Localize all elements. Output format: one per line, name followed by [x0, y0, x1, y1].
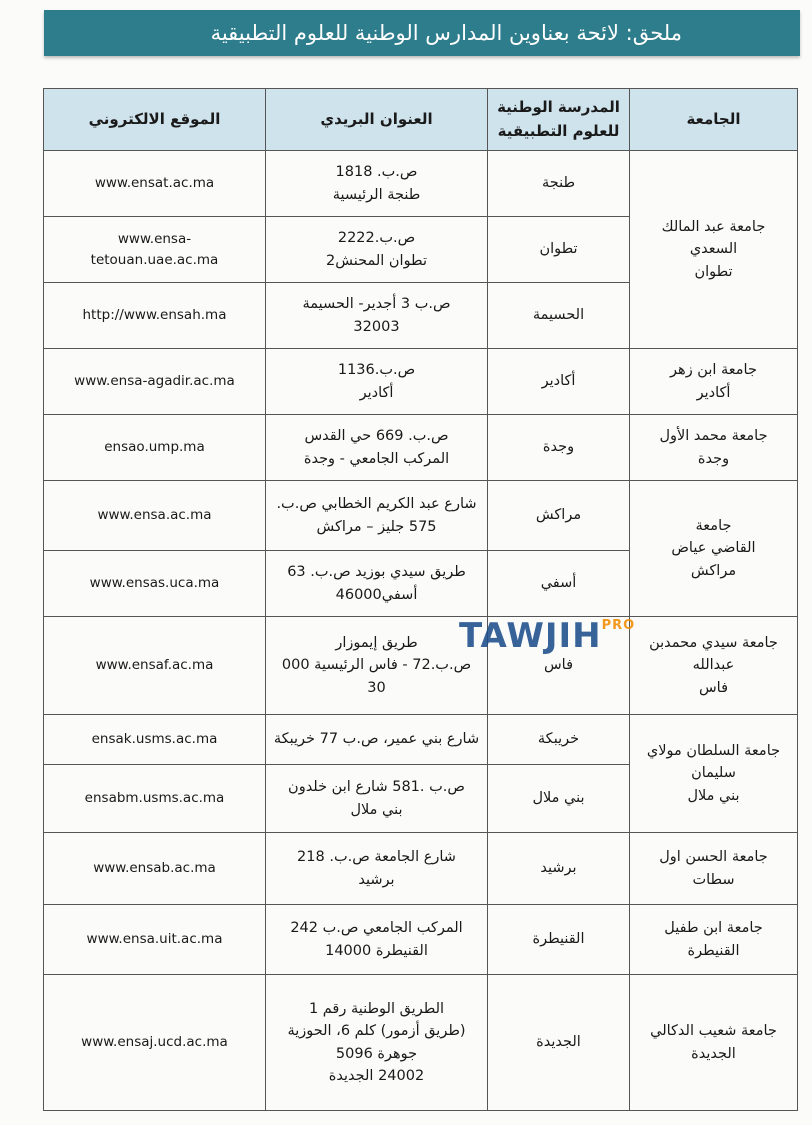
website-link[interactable]: ensak.usms.ac.ma: [44, 715, 266, 765]
university-cell: جامعة ابن زهر أكادير: [630, 349, 798, 415]
school-city-cell: طنجة: [488, 151, 630, 217]
table-row: [44, 905, 798, 975]
postal-address-cell: شارع عبد الكريم الخطابي ص.ب. 575 جليز – مراكش: [266, 481, 488, 551]
postal-address-cell: ص.ب. 1818 طنجة الرئيسية: [266, 151, 488, 217]
website-link[interactable]: www.ensa.uit.ac.ma: [44, 905, 266, 975]
university-cell: جامعة محمد الأول وجدة: [630, 415, 798, 481]
school-city-cell: برشيد: [488, 833, 630, 905]
website-link[interactable]: www.ensa-agadir.ac.ma: [44, 349, 266, 415]
school-city-cell: بني ملال: [488, 765, 630, 833]
school-city-cell: الحسيمة: [488, 283, 630, 349]
university-cell: جامعة ابن طفيل القنيطرة: [630, 905, 798, 975]
postal-address-cell: طريق إيموزار ص.ب.72 - فاس الرئيسية 000 30: [266, 617, 488, 715]
table-row: [44, 415, 798, 481]
university-cell: جامعة سيدي محمدبن عبدالله فاس: [630, 617, 798, 715]
postal-address-cell: ص.ب.2222 تطوان المحنش2: [266, 217, 488, 283]
header-address: العنوان البريدي: [266, 89, 488, 151]
postal-address-cell: شارع الجامعة ص.ب. 218 برشيد: [266, 833, 488, 905]
postal-address-cell: ص.ب .581 شارع ابن خلدون بني ملال: [266, 765, 488, 833]
postal-address-cell: شارع بني عمير، ص.ب 77 خريبكة: [266, 715, 488, 765]
table-row: [44, 715, 798, 765]
table-row: [44, 349, 798, 415]
website-link[interactable]: ensabm.usms.ac.ma: [44, 765, 266, 833]
watermark-logo: $TAWJIH^{PRO}$: [459, 616, 636, 656]
header-website: الموقع الالكتروني: [44, 89, 266, 151]
postal-address-cell: الطريق الوطنية رقم 1 (طريق أزمور) كلم 6، الحوزية جوهرة 5096 24002 الجديدة: [266, 975, 488, 1111]
university-cell: جامعة السلطان مولاي سليمان بني ملال: [630, 715, 798, 833]
table-row: [44, 617, 798, 715]
website-link[interactable]: www.ensaf.ac.ma: [44, 617, 266, 715]
school-city-cell: وجدة: [488, 415, 630, 481]
university-cell: جامعة الحسن اول سطات: [630, 833, 798, 905]
postal-address-cell: ص.ب. 669 حي القدس المركب الجامعي - وجدة: [266, 415, 488, 481]
school-city-cell: مراكش: [488, 481, 630, 551]
table-row: [44, 833, 798, 905]
university-cell: جامعة عبد المالك السعدي تطوان: [630, 151, 798, 349]
website-link[interactable]: ensao.ump.ma: [44, 415, 266, 481]
university-cell: جامعة القاضي عياض مراكش: [630, 481, 798, 617]
website-link[interactable]: www.ensas.uca.ma: [44, 551, 266, 617]
school-city-cell: تطوان: [488, 217, 630, 283]
school-city-cell: أسفي: [488, 551, 630, 617]
school-city-cell: أكادير: [488, 349, 630, 415]
website-link[interactable]: www.ensat.ac.ma: [44, 151, 266, 217]
university-cell: جامعة شعيب الدكالي الجديدة: [630, 975, 798, 1111]
table-header-row: [44, 89, 798, 151]
postal-address-cell: طريق سيدي بوزيد ص.ب. 63 أسفي46000: [266, 551, 488, 617]
school-city-cell: خريبكة: [488, 715, 630, 765]
ensa-addresses-table: [43, 88, 798, 1111]
postal-address-cell: ص.ب.1136 أكادير: [266, 349, 488, 415]
school-city-cell: الجديدة: [488, 975, 630, 1111]
header-university: الجامعة: [630, 89, 798, 151]
school-city-cell: القنيطرة: [488, 905, 630, 975]
table-row: [44, 151, 798, 217]
table-row: [44, 481, 798, 551]
website-link[interactable]: www.ensab.ac.ma: [44, 833, 266, 905]
table-row: [44, 975, 798, 1111]
website-link[interactable]: http://www.ensah.ma: [44, 283, 266, 349]
page-title: ملحق: لائحة بعناوين المدارس الوطنية للعلوم التطبيقية: [44, 10, 800, 56]
table-body: [44, 151, 798, 1111]
school-city-cell: فاس: [488, 617, 630, 715]
website-link[interactable]: www.ensaj.ucd.ac.ma: [44, 975, 266, 1111]
website-link[interactable]: www.ensa.ac.ma: [44, 481, 266, 551]
website-link[interactable]: www.ensa- tetouan.uae.ac.ma: [44, 217, 266, 283]
header-school: المدرسة الوطنية للعلوم التطبيقية: [488, 89, 630, 151]
postal-address-cell: المركب الجامعي ص.ب 242 القنيطرة 14000: [266, 905, 488, 975]
postal-address-cell: ص.ب 3 أجدير- الحسيمة 32003: [266, 283, 488, 349]
